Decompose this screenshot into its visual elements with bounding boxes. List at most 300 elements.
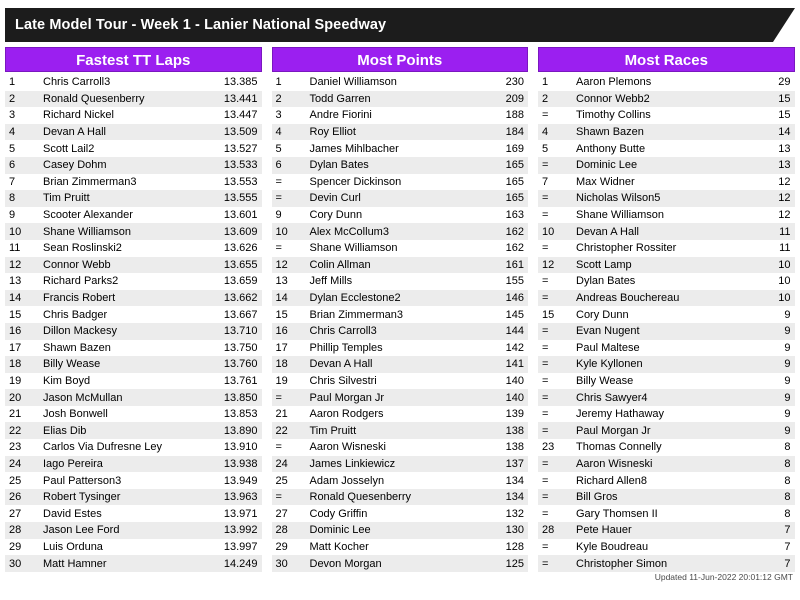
row-position: 17 xyxy=(272,340,306,357)
row-value: 169 xyxy=(474,140,528,157)
row-position: = xyxy=(538,356,572,373)
table-row xyxy=(5,323,262,340)
row-value: 146 xyxy=(474,290,528,307)
row-name: Shawn Bazen xyxy=(572,124,741,141)
table-row xyxy=(272,323,529,340)
row-value: 230 xyxy=(474,74,528,91)
row-name: Ronald Quesenberry xyxy=(39,91,208,108)
row-value: 12 xyxy=(741,174,795,191)
table-row xyxy=(5,190,262,207)
row-value: 9 xyxy=(741,373,795,390)
row-name: Todd Garren xyxy=(306,91,475,108)
row-name: Devan A Hall xyxy=(39,124,208,141)
row-position: 25 xyxy=(272,472,306,489)
table-row xyxy=(5,472,262,489)
row-name: Phillip Temples xyxy=(306,340,475,357)
row-name: Thomas Connelly xyxy=(572,439,741,456)
row-value: 165 xyxy=(474,174,528,191)
table-row xyxy=(5,340,262,357)
table-row xyxy=(5,539,262,556)
row-name: Aaron Wisneski xyxy=(572,456,741,473)
row-position: 15 xyxy=(5,306,39,323)
table-row xyxy=(272,240,529,257)
row-name: Devon Morgan xyxy=(306,555,475,572)
table-row xyxy=(5,306,262,323)
row-value: 163 xyxy=(474,207,528,224)
row-name: Sean Roslinski2 xyxy=(39,240,208,257)
row-position: 29 xyxy=(272,539,306,556)
table-row xyxy=(272,406,529,423)
row-value: 9 xyxy=(741,323,795,340)
row-value: 11 xyxy=(741,240,795,257)
row-position: 23 xyxy=(5,439,39,456)
table-row xyxy=(538,157,795,174)
row-name: Nicholas Wilson5 xyxy=(572,190,741,207)
row-position: = xyxy=(272,489,306,506)
row-position: 6 xyxy=(5,157,39,174)
row-position: = xyxy=(272,240,306,257)
table-row xyxy=(272,290,529,307)
row-value: 13.555 xyxy=(208,190,262,207)
row-position: 28 xyxy=(5,522,39,539)
row-position: 19 xyxy=(272,373,306,390)
row-name: Max Widner xyxy=(572,174,741,191)
title-banner xyxy=(5,8,795,42)
row-value: 12 xyxy=(741,190,795,207)
row-position: 13 xyxy=(5,273,39,290)
row-name: Dylan Ecclestone2 xyxy=(306,290,475,307)
row-name: Jason Lee Ford xyxy=(39,522,208,539)
row-value: 138 xyxy=(474,439,528,456)
row-value: 13.750 xyxy=(208,340,262,357)
row-value: 12 xyxy=(741,207,795,224)
row-value: 11 xyxy=(741,223,795,240)
row-value: 13.760 xyxy=(208,356,262,373)
table-row xyxy=(272,340,529,357)
table-row xyxy=(538,290,795,307)
row-name: Cory Dunn xyxy=(572,306,741,323)
table-row xyxy=(272,257,529,274)
table-row xyxy=(538,489,795,506)
row-value: 8 xyxy=(741,489,795,506)
row-value: 162 xyxy=(474,240,528,257)
row-value: 8 xyxy=(741,472,795,489)
row-position: 10 xyxy=(5,223,39,240)
column-fastest-tt-laps xyxy=(5,47,262,572)
table-row xyxy=(5,356,262,373)
row-position: = xyxy=(538,389,572,406)
row-position: 14 xyxy=(5,290,39,307)
row-value: 165 xyxy=(474,157,528,174)
row-position: 16 xyxy=(5,323,39,340)
row-name: Richard Parks2 xyxy=(39,273,208,290)
row-value: 13.609 xyxy=(208,223,262,240)
table-row xyxy=(272,505,529,522)
row-position: 30 xyxy=(5,555,39,572)
row-name: Shane Williamson xyxy=(39,223,208,240)
row-value: 125 xyxy=(474,555,528,572)
table-row xyxy=(5,422,262,439)
row-name: Tim Pruitt xyxy=(39,190,208,207)
row-position: 5 xyxy=(538,140,572,157)
row-value: 13.441 xyxy=(208,91,262,108)
stats-columns xyxy=(5,47,795,572)
table-row xyxy=(272,539,529,556)
row-position: 21 xyxy=(5,406,39,423)
row-position: 16 xyxy=(272,323,306,340)
row-value: 161 xyxy=(474,257,528,274)
row-position: 10 xyxy=(272,223,306,240)
row-position: 24 xyxy=(5,456,39,473)
row-name: Spencer Dickinson xyxy=(306,174,475,191)
table-row xyxy=(538,174,795,191)
row-name: Luis Orduna xyxy=(39,539,208,556)
row-value: 9 xyxy=(741,340,795,357)
row-name: Aaron Wisneski xyxy=(306,439,475,456)
table-row xyxy=(538,74,795,91)
row-value: 140 xyxy=(474,389,528,406)
row-position: 28 xyxy=(538,522,572,539)
table-row xyxy=(272,522,529,539)
row-value: 13.761 xyxy=(208,373,262,390)
row-position: 25 xyxy=(5,472,39,489)
row-name: Gary Thomsen II xyxy=(572,505,741,522)
table-row xyxy=(538,456,795,473)
table-row xyxy=(5,91,262,108)
row-value: 184 xyxy=(474,124,528,141)
column-header: Fastest TT Laps xyxy=(5,47,262,72)
table-row xyxy=(272,223,529,240)
row-value: 7 xyxy=(741,539,795,556)
row-name: Jeff Mills xyxy=(306,273,475,290)
row-name: Shane Williamson xyxy=(306,240,475,257)
table-row xyxy=(5,240,262,257)
table-row xyxy=(272,306,529,323)
row-value: 145 xyxy=(474,306,528,323)
table-row xyxy=(5,74,262,91)
row-name: Brian Zimmerman3 xyxy=(306,306,475,323)
row-name: Scott Lail2 xyxy=(39,140,208,157)
row-value: 13.853 xyxy=(208,406,262,423)
row-value: 139 xyxy=(474,406,528,423)
updated-timestamp: Updated 11-Jun-2022 20:01:12 GMT xyxy=(654,572,793,582)
row-value: 13.527 xyxy=(208,140,262,157)
row-value: 13.553 xyxy=(208,174,262,191)
row-name: Iago Pereira xyxy=(39,456,208,473)
table-row xyxy=(272,124,529,141)
row-value: 13.710 xyxy=(208,323,262,340)
table-row xyxy=(272,91,529,108)
row-name: Dylan Bates xyxy=(306,157,475,174)
row-position: 1 xyxy=(538,74,572,91)
row-position: 14 xyxy=(272,290,306,307)
row-value: 29 xyxy=(741,74,795,91)
row-name: James Mihlbacher xyxy=(306,140,475,157)
row-position: = xyxy=(538,207,572,224)
row-value: 8 xyxy=(741,456,795,473)
row-name: Jason McMullan xyxy=(39,389,208,406)
table-row xyxy=(538,273,795,290)
row-name: Shawn Bazen xyxy=(39,340,208,357)
page-title: Late Model Tour - Week 1 - Lanier National Speedway xyxy=(15,17,387,33)
row-name: Andreas Bouchereau xyxy=(572,290,741,307)
row-position: 24 xyxy=(272,456,306,473)
row-value: 13.667 xyxy=(208,306,262,323)
row-name: Scott Lamp xyxy=(572,257,741,274)
row-name: Dillon Mackesy xyxy=(39,323,208,340)
column-header: Most Races xyxy=(538,47,795,72)
row-value: 14 xyxy=(741,124,795,141)
table-row xyxy=(272,140,529,157)
row-name: Cody Griffin xyxy=(306,505,475,522)
row-position: = xyxy=(538,422,572,439)
table-row xyxy=(538,439,795,456)
row-name: Chris Sawyer4 xyxy=(572,389,741,406)
row-value: 134 xyxy=(474,489,528,506)
row-value: 13.938 xyxy=(208,456,262,473)
row-position: = xyxy=(538,190,572,207)
row-position: 22 xyxy=(272,422,306,439)
row-position: = xyxy=(538,456,572,473)
row-name: Andre Fiorini xyxy=(306,107,475,124)
row-value: 13.910 xyxy=(208,439,262,456)
table-row xyxy=(272,273,529,290)
table-row xyxy=(5,439,262,456)
row-name: Kim Boyd xyxy=(39,373,208,390)
row-value: 128 xyxy=(474,539,528,556)
table-row xyxy=(272,439,529,456)
row-name: Elias Dib xyxy=(39,422,208,439)
row-name: Paul Morgan Jr xyxy=(572,422,741,439)
row-name: Bill Gros xyxy=(572,489,741,506)
row-position: = xyxy=(272,389,306,406)
row-name: Paul Patterson3 xyxy=(39,472,208,489)
row-value: 209 xyxy=(474,91,528,108)
table-row xyxy=(538,107,795,124)
table-row xyxy=(5,140,262,157)
row-name: Tim Pruitt xyxy=(306,422,475,439)
table-row xyxy=(5,522,262,539)
row-value: 141 xyxy=(474,356,528,373)
row-position: 2 xyxy=(5,91,39,108)
row-position: 27 xyxy=(272,505,306,522)
row-position: = xyxy=(538,157,572,174)
table-row xyxy=(272,373,529,390)
row-name: David Estes xyxy=(39,505,208,522)
table-row xyxy=(272,472,529,489)
row-value: 13.963 xyxy=(208,489,262,506)
row-name: Shane Williamson xyxy=(572,207,741,224)
row-name: Richard Allen8 xyxy=(572,472,741,489)
row-name: Francis Robert xyxy=(39,290,208,307)
row-position: 3 xyxy=(5,107,39,124)
table-row xyxy=(272,107,529,124)
table-row xyxy=(538,306,795,323)
row-name: Christopher Simon xyxy=(572,555,741,572)
row-position: 23 xyxy=(538,439,572,456)
row-value: 13.890 xyxy=(208,422,262,439)
row-value: 10 xyxy=(741,290,795,307)
row-name: Brian Zimmerman3 xyxy=(39,174,208,191)
row-value: 134 xyxy=(474,472,528,489)
row-name: Jeremy Hathaway xyxy=(572,406,741,423)
row-name: Kyle Boudreau xyxy=(572,539,741,556)
table-row xyxy=(5,257,262,274)
table-row xyxy=(538,124,795,141)
table-row xyxy=(538,406,795,423)
row-name: Casey Dohm xyxy=(39,157,208,174)
row-position: = xyxy=(538,323,572,340)
row-name: Kyle Kyllonen xyxy=(572,356,741,373)
row-position: = xyxy=(538,539,572,556)
row-name: Aaron Rodgers xyxy=(306,406,475,423)
row-position: 10 xyxy=(538,223,572,240)
row-name: Pete Hauer xyxy=(572,522,741,539)
table-row xyxy=(5,174,262,191)
row-position: 13 xyxy=(272,273,306,290)
row-position: 2 xyxy=(538,91,572,108)
table-row xyxy=(5,124,262,141)
row-position: = xyxy=(538,290,572,307)
column-header: Most Points xyxy=(272,47,529,72)
row-value: 15 xyxy=(741,91,795,108)
row-position: 15 xyxy=(538,306,572,323)
row-position: 4 xyxy=(5,124,39,141)
row-value: 9 xyxy=(741,406,795,423)
table-row xyxy=(538,323,795,340)
table-row xyxy=(538,340,795,357)
table-row xyxy=(272,389,529,406)
row-value: 140 xyxy=(474,373,528,390)
row-value: 144 xyxy=(474,323,528,340)
row-value: 8 xyxy=(741,505,795,522)
table-row xyxy=(538,356,795,373)
table-row xyxy=(272,74,529,91)
row-position: 9 xyxy=(272,207,306,224)
rank-table-fastest-tt-laps xyxy=(5,74,262,572)
row-position: 2 xyxy=(272,91,306,108)
row-position: 22 xyxy=(5,422,39,439)
row-value: 132 xyxy=(474,505,528,522)
row-value: 130 xyxy=(474,522,528,539)
row-position: = xyxy=(538,273,572,290)
row-value: 13.662 xyxy=(208,290,262,307)
row-name: Connor Webb2 xyxy=(572,91,741,108)
row-position: = xyxy=(538,340,572,357)
row-value: 9 xyxy=(741,306,795,323)
row-name: Anthony Butte xyxy=(572,140,741,157)
row-value: 9 xyxy=(741,422,795,439)
table-row xyxy=(5,157,262,174)
row-name: Dominic Lee xyxy=(306,522,475,539)
column-most-races xyxy=(538,47,795,572)
row-value: 13.533 xyxy=(208,157,262,174)
row-position: = xyxy=(538,472,572,489)
row-name: Adam Josselyn xyxy=(306,472,475,489)
row-position: = xyxy=(538,406,572,423)
table-row xyxy=(538,257,795,274)
row-position: = xyxy=(538,107,572,124)
row-position: 7 xyxy=(538,174,572,191)
table-row xyxy=(5,373,262,390)
table-row xyxy=(538,389,795,406)
row-name: James Linkiewicz xyxy=(306,456,475,473)
row-position: = xyxy=(272,439,306,456)
row-value: 9 xyxy=(741,356,795,373)
row-position: 27 xyxy=(5,505,39,522)
table-row xyxy=(272,174,529,191)
row-value: 13.850 xyxy=(208,389,262,406)
row-position: 1 xyxy=(272,74,306,91)
table-row xyxy=(538,522,795,539)
row-position: 9 xyxy=(5,207,39,224)
row-name: Ronald Quesenberry xyxy=(306,489,475,506)
row-name: Matt Kocher xyxy=(306,539,475,556)
row-value: 138 xyxy=(474,422,528,439)
row-position: = xyxy=(538,489,572,506)
row-name: Chris Carroll3 xyxy=(39,74,208,91)
row-position: 6 xyxy=(272,157,306,174)
row-position: 17 xyxy=(5,340,39,357)
table-row xyxy=(5,406,262,423)
table-row xyxy=(272,207,529,224)
row-position: = xyxy=(538,505,572,522)
row-position: = xyxy=(272,190,306,207)
row-position: 11 xyxy=(5,240,39,257)
table-row xyxy=(5,223,262,240)
row-value: 13.626 xyxy=(208,240,262,257)
row-name: Paul Maltese xyxy=(572,340,741,357)
table-row xyxy=(538,555,795,572)
row-value: 155 xyxy=(474,273,528,290)
table-row xyxy=(272,555,529,572)
row-value: 13.997 xyxy=(208,539,262,556)
row-value: 14.249 xyxy=(208,555,262,572)
table-row xyxy=(272,489,529,506)
table-row xyxy=(538,505,795,522)
table-row xyxy=(5,505,262,522)
row-value: 13.971 xyxy=(208,505,262,522)
row-position: 18 xyxy=(5,356,39,373)
table-row xyxy=(538,140,795,157)
table-row xyxy=(538,422,795,439)
row-value: 13.385 xyxy=(208,74,262,91)
row-position: 3 xyxy=(272,107,306,124)
row-position: 12 xyxy=(538,257,572,274)
table-row xyxy=(538,472,795,489)
row-name: Billy Wease xyxy=(572,373,741,390)
row-position: 28 xyxy=(272,522,306,539)
row-value: 10 xyxy=(741,273,795,290)
row-position: = xyxy=(538,373,572,390)
row-value: 13 xyxy=(741,157,795,174)
row-value: 15 xyxy=(741,107,795,124)
table-row xyxy=(5,555,262,572)
row-value: 13.659 xyxy=(208,273,262,290)
row-name: Devan A Hall xyxy=(572,223,741,240)
table-row xyxy=(538,240,795,257)
row-value: 13.992 xyxy=(208,522,262,539)
row-position: 18 xyxy=(272,356,306,373)
row-name: Alex McCollum3 xyxy=(306,223,475,240)
column-most-points xyxy=(272,47,529,572)
table-row xyxy=(272,456,529,473)
table-row xyxy=(5,389,262,406)
row-value: 188 xyxy=(474,107,528,124)
row-position: 4 xyxy=(538,124,572,141)
row-value: 7 xyxy=(741,555,795,572)
table-row xyxy=(272,190,529,207)
